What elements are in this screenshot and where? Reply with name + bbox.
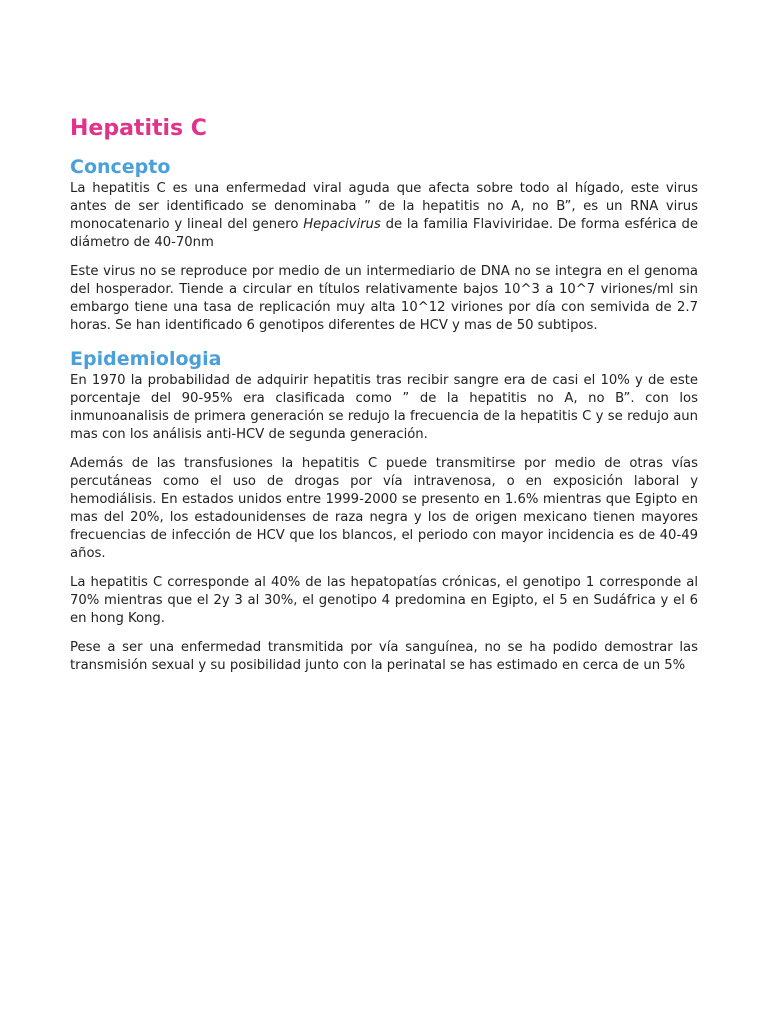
italic-genus-name: Hepacivirus	[303, 217, 381, 232]
document-title: Hepatitis C	[70, 116, 207, 141]
paragraph-epidemiologia-1: En 1970 la probabilidad de adquirir hepatitis tras recibir sangre era de casi el 10% y de este porcentaje del 90-95% era clasificada como ” de la hepatitis no A, no B”. con los inmunoanalisis de primera generación se redujo la frecuencia de la hepatitis C y se redujo aun mas con los análisis anti-HCV de segunda generación.	[70, 373, 698, 442]
paragraph-concepto-1	[70, 180, 698, 252]
paragraph-text: de la familia Flaviviridae. De forma esférica de diámetro de 40-70nm	[70, 217, 698, 250]
section-heading-concepto: Concepto	[70, 156, 171, 178]
paragraph-epidemiologia-4: Pese a ser una enfermedad transmitida por vía sanguínea, no se ha podido demostrar las transmisión sexual y su posibilidad junto con la perinatal se has estimado en cerca de un 5%	[70, 640, 698, 673]
paragraph-text: La hepatitis C es una enfermedad viral aguda que afecta sobre todo al hígado, este virus antes de ser identificado se denominaba ” de la hepatitis no A, no B”, es un RNA virus monocatenario y lineal del genero	[70, 181, 698, 232]
paragraph-epidemiologia-3: La hepatitis C corresponde al 40% de las hepatopatías crónicas, el genotipo 1 corresponde al 70% mientras que el 2y 3 al 30%, el genotipo 4 predomina en Egipto, el 5 en Sudáfrica y el 6 en hong Kong.	[70, 575, 698, 626]
paragraph-epidemiologia-2: Además de las transfusiones la hepatitis C puede transmitirse por medio de otras vías percutáneas como el uso de drogas por vía intravenosa, o en exposición laboral y hemodiálisis. En estados unidos entre 1999-2000 se presento en 1.6% mientras que Egipto en mas del 20%, los estadounidenses de raza negra y los de origen mexicano tienen mayores frecuencias de infección de HCV que los blancos, el periodo con mayor incidencia es de 40-49 años.	[70, 456, 698, 561]
paragraph-concepto-2: Este virus no se reproduce por medio de un intermediario de DNA no se integra en el genoma del hosperador. Tiende a circular en títulos relativamente bajos 10^3 a 10^7 viriones/ml sin embargo tiene una tasa de replicación muy alta 10^12 viriones por día con semivida de 2.7 horas. Se han identificado 6 genotipos diferentes de HCV y mas de 50 subtipos.	[70, 264, 698, 333]
section-heading-epidemiologia: Epidemiologia	[70, 348, 222, 370]
